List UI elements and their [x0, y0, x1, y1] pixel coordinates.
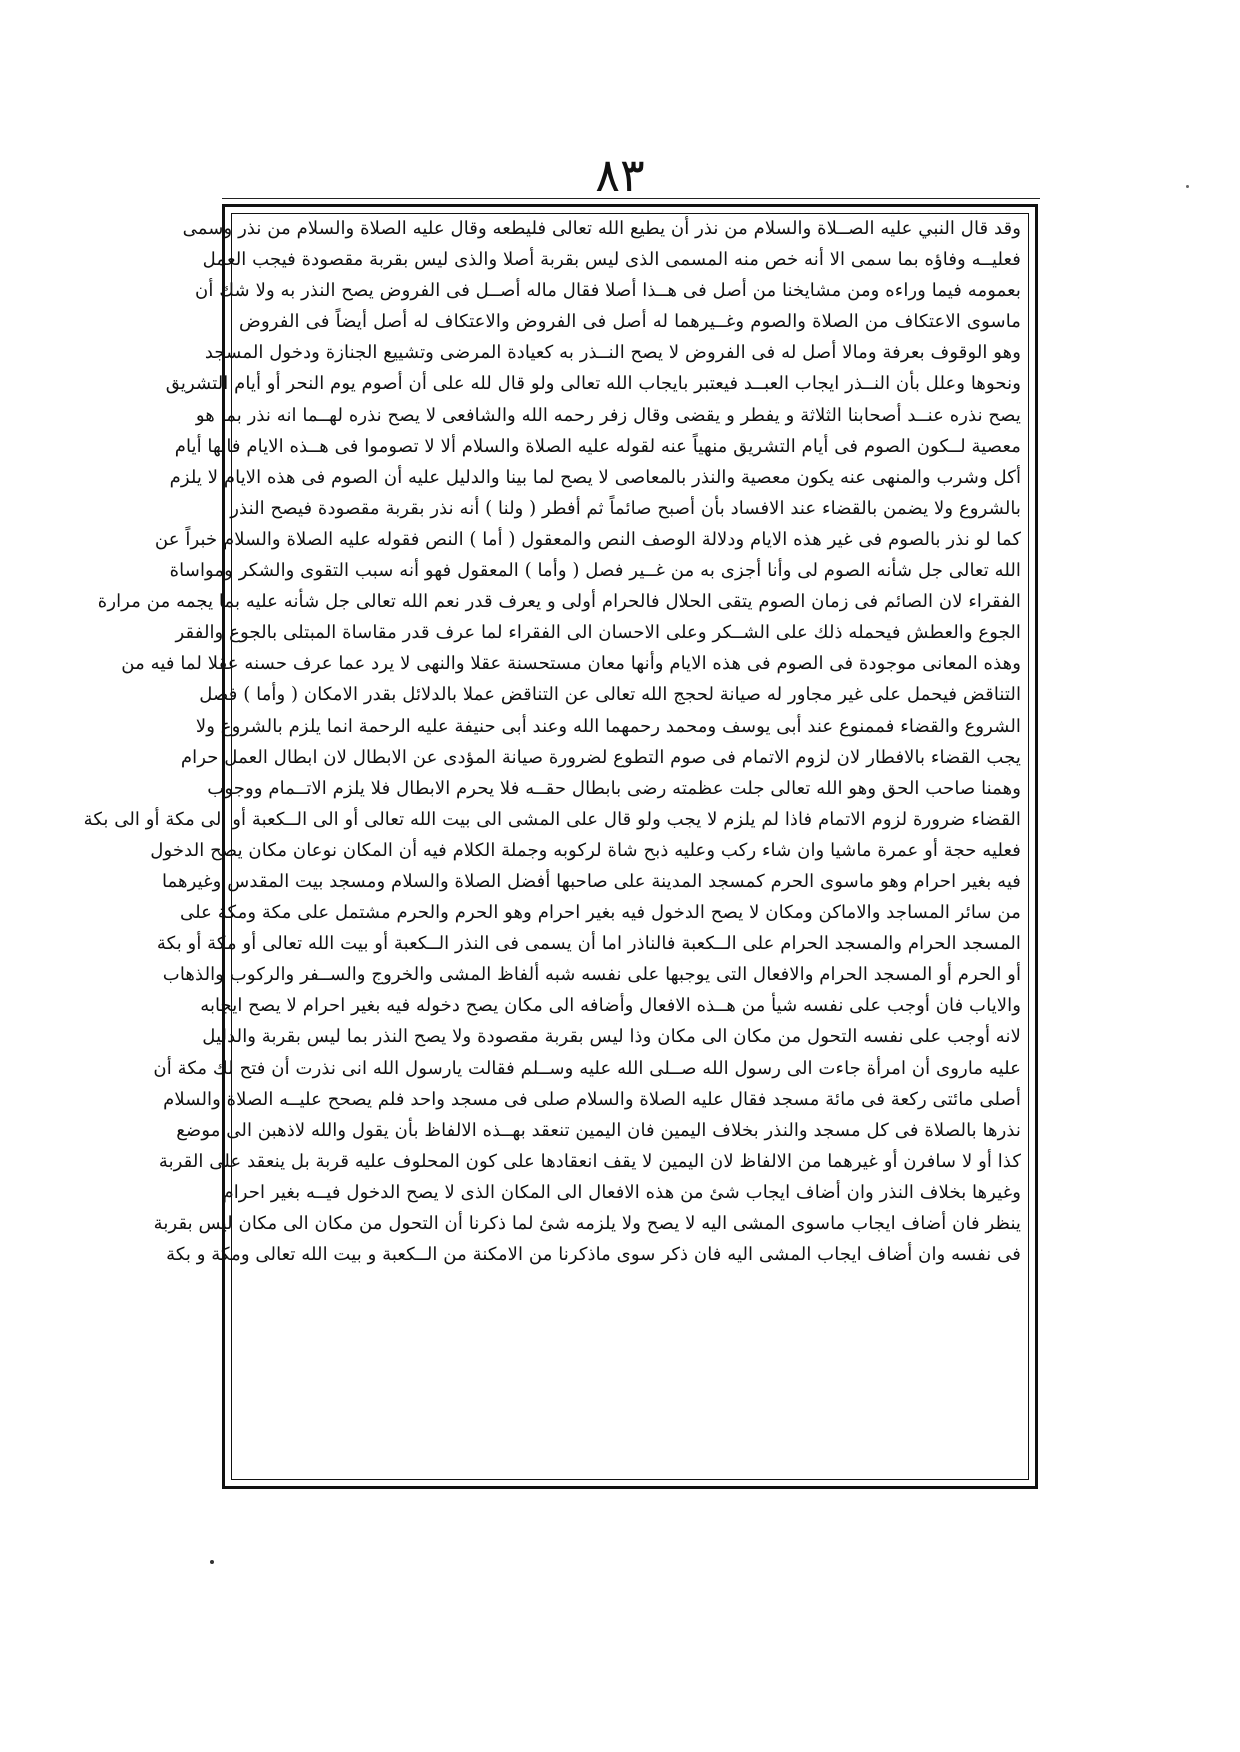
- text-line: فيه بغير احرام وهو ماسوى الحرم كمسجد المدينة على صاحبها أفضل الصلاة والسلام ومسجد بيت المقدس وغيرهما: [161, 870, 1021, 892]
- text-line: أكل وشرب والمنهى عنه يكون معصية والنذر بالمعاصى لا يصح لما بينا والدليل عليه أن الصوم فى هذه الايام لا يلزم: [169, 466, 1021, 488]
- text-line: الفقراء لان الصائم فى زمان الصوم يتقى الحلال فالحرام أولى و يعرف قدر نعم الله تعالى جل شأنه عليه بما يجمه من مرارة: [97, 591, 1021, 613]
- text-line: وهذه المعانى موجودة فى الصوم فى هذه الايام وأنها معان مستحسنة عقلا والنهى لا يرد عما عرف حسنه عقلا لما فيه من: [121, 653, 1021, 675]
- text-line: فى نفسه وان أضاف ايجاب المشى اليه فان ذكر سوى ماذكرنا من الامكنة من الــكعبة و بيت الله تعالى ومكة و بكة: [166, 1244, 1021, 1266]
- text-line: وهو الوقوف بعرفة ومالا أصل له فى الفروض لا يصح النــذر به كعيادة المرضى وتشييع الجنازة ودخول المسجد: [204, 342, 1021, 364]
- text-line: بعمومه فيما وراءه ومن مشايخنا من أصل فى هــذا أصلا فقال ماله أصــل فى الفروض يصح النذر به ولا شك أن: [195, 280, 1021, 302]
- text-line: أو الحرم أو المسجد الحرام والافعال التى يوجبها على نفسه شبه ألفاظ المشى والخروج والســفر والركوب والذهاب: [162, 964, 1021, 986]
- text-line: فعليه حجة أو عمرة ماشيا وان شاء ركب وعليه ذبح شاة لركوبه وجملة الكلام فيه أن المكان نوعان مكان يصح الدخول: [150, 839, 1021, 861]
- ink-dot: [210, 1560, 214, 1564]
- ink-dot: [1186, 185, 1189, 188]
- text-line: ماسوى الاعتكاف من الصلاة والصوم وغــيرهما له أصل فى الفروض والاعتكاف له أصل أيضاً فى الفروض: [239, 311, 1021, 333]
- body-text: [83, 213, 1021, 1270]
- page-number: ٨٣: [595, 148, 645, 202]
- text-frame: [83, 204, 1038, 1489]
- text-line: الله تعالى جل شأنه الصوم لى وأنا أجزى به من غــير فصل ( وأما ) المعقول فهو أنه سبب التقوى والشكر ومواساة: [169, 560, 1021, 582]
- text-line: كذا أو لا سافرن أو غيرهما من الالفاظ لان اليمين لا يقف انعقادها على كون المحلوف عليه قربة بل ينعقد على القربة: [158, 1150, 1021, 1172]
- text-line: المسجد الحرام والمسجد الحرام على الــكعبة فالناذر اما أن يسمى فى النذر الــكعبة أو بيت الله تعالى أو مكة أو بكة: [156, 933, 1021, 955]
- text-line: يجب القضاء بالافطار لان لزوم الاتمام فى صوم التطوع لضرورة صيانة المؤدى عن الابطال لان ابطال العمل حرام: [180, 746, 1021, 768]
- text-line: لانه أوجب على نفسه التحول من مكان الى مكان وذا ليس بقربة مقصودة ولا يصح النذر بما ليس بقربة والدليل: [202, 1026, 1021, 1048]
- text-line: الجوع والعطش فيحمله ذلك على الشــكر وعلى الاحسان الى الفقراء لما عرف قدر مقاساة المبتلى بالجوع والفقر: [175, 622, 1021, 644]
- text-line: التناقض فيحمل على غير مجاور له صيانة لحجج الله تعالى عن التناقض عملا بالدلائل بقدر الامكان ( وأما ) فصل: [199, 684, 1021, 706]
- text-line: ينظر فان أضاف ايجاب ماسوى المشى اليه لا يصح ولا يلزمه شئ لما ذكرنا أن التحول من مكان الى مكان ليس بقربة: [153, 1213, 1021, 1234]
- text-line: نذرها بالصلاة فى كل مسجد والنذر بخلاف اليمين فان اليمين تنعقد بهــذه الالفاظ بأن يقول والله لاذهبن الى موضع: [176, 1119, 1021, 1141]
- text-line: عليه ماروى أن امرأة جاءت الى رسول الله صــلى الله عليه وســلم فقالت يارسول الله انى نذرت أن فتح لك مكة أن: [153, 1057, 1021, 1079]
- text-line: بالشروع ولا يضمن بالقضاء عند الافساد بأن أصبح صائماً ثم أفطر ( ولنا ) أنه نذر بقربة مقصودة فيصح النذر: [230, 497, 1021, 519]
- text-line: الشروع والقضاء فممنوع عند أبى يوسف ومحمد رحمهما الله وعند أبى حنيفة عليه الرحمة انما يلزم بالشروع ولا: [195, 715, 1021, 737]
- text-line: معصية لــكون الصوم فى أيام التشريق منهياً عنه لقوله عليه الصلاة والسلام ألا لا تصوموا فى هــذه الايام فانها أيام: [174, 435, 1021, 457]
- text-line: من سائر المساجد والاماكن ومكان لا يصح الدخول فيه بغير احرام وهو الحرم والحرم مشتمل على مكة ومكة على: [179, 902, 1021, 924]
- text-line: يصح نذره عنــد أصحابنا الثلاثة و يفطر و يقضى وقال زفر رحمه الله والشافعى لا يصح نذره لهــما انه نذر بما هو: [195, 404, 1021, 426]
- text-line: وقد قال النبي عليه الصــلاة والسلام من نذر أن يطيع الله تعالى فليطعه وقال عليه الصلاة والسلام من نذر وسمى: [182, 218, 1021, 239]
- text-line: أصلى مائتى ركعة فى مائة مسجد فقال عليه الصلاة والسلام صلى فى مسجد واحد فلم يصحح عليــه الصلاة والسلام: [163, 1088, 1021, 1110]
- text-line: ونحوها وعلل بأن النــذر ايجاب العبــد فيعتبر بايجاب الله تعالى ولو قال لله على أن أصوم يوم النحر أو أيام التشريق: [165, 373, 1021, 395]
- text-line: وهمنا صاحب الحق وهو الله تعالى جلت عظمته رضى بابطال حقــه فلا يحرم الابطال فلا يلزم الاتــمام ووجوب: [207, 777, 1021, 799]
- text-line: فعليــه وفاؤه بما سمى الا أنه خص منه المسمى الذى ليس بقربة أصلا والذى ليس بقربة مقصودة فيجب العمل: [202, 249, 1021, 271]
- text-line: القضاء ضرورة لزوم الاتمام فاذا لم يلزم لا يجب ولو قال على المشى الى بيت الله تعالى أو الى الــكعبة أو الى مكة أو الى بكة: [83, 808, 1021, 830]
- text-line: وغيرها بخلاف النذر وان أضاف ايجاب شئ من هذه الافعال الى المكان الذى لا يصح الدخول فيــه بغير احرام: [222, 1181, 1021, 1203]
- header-rule: [222, 198, 1040, 199]
- text-line: كما لو نذر بالصوم فى غير هذه الايام ودلالة الوصف النص والمعقول ( أما ) النص فقوله عليه الصلاة والسلام خبراً عن: [154, 528, 1021, 550]
- text-line: والاياب فان أوجب على نفسه شيأ من هــذه الافعال وأضافه الى مكان يصح دخوله فيه بغير احرام لا يصح ايجابه: [200, 995, 1021, 1017]
